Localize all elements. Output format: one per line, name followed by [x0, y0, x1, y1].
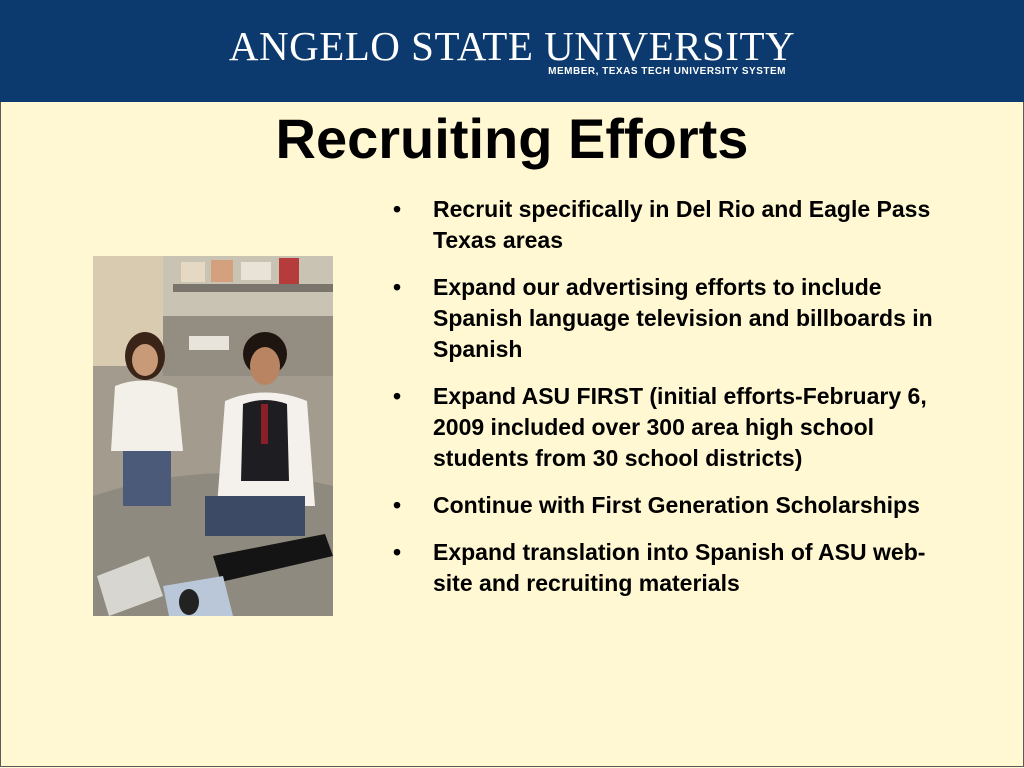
bullet-item — [393, 272, 953, 365]
bullet-item — [393, 490, 953, 521]
bullet-text: Continue with First Generation Scholarships — [433, 492, 920, 518]
students-photo — [93, 256, 333, 616]
slide-title: Recruiting Efforts — [275, 107, 749, 170]
bullet-text: Expand translation into Spanish of ASU web-site and recruiting materials — [433, 539, 926, 596]
bullet-marker: • — [393, 383, 402, 409]
bullet-text: Expand ASU FIRST (initial efforts-February 6, 2009 included over 300 area high school students from 30 school districts) — [433, 383, 927, 471]
bullet-item — [393, 537, 953, 599]
university-system-subtitle: MEMBER, TEXAS TECH UNIVERSITY SYSTEM — [548, 66, 786, 77]
header-banner — [0, 0, 1024, 102]
bullet-text: Recruit specifically in Del Rio and Eagle Pass Texas areas — [433, 196, 931, 253]
university-logo-wordmark: ANGELO STATE UNIVERSITY — [228, 23, 796, 69]
bullet-item — [393, 194, 953, 256]
bullet-marker: • — [393, 196, 402, 222]
bullet-marker: • — [393, 492, 402, 518]
bullet-marker: • — [393, 274, 402, 300]
bullet-marker: • — [393, 539, 402, 565]
bullet-item — [393, 381, 953, 474]
bullet-list — [393, 194, 953, 615]
bullet-text: Expand our advertising efforts to include Spanish language television and billboards in Spanish — [433, 274, 933, 362]
